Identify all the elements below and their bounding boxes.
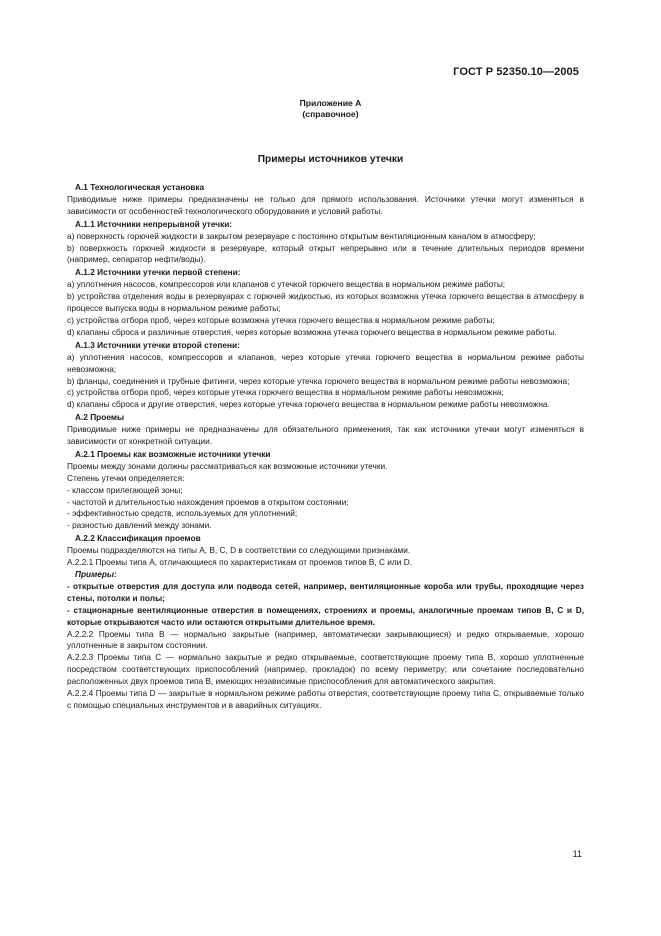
section-heading: А.1.1 Источники непрерывной утечки: xyxy=(75,218,233,229)
paragraph: - открытые отверстия для доступа или подвода сетей, например, вентиляционные короба или трубы, проходящие через стены, потолки и полы; xyxy=(67,580,584,603)
paragraph: b) устройства отделения воды в резервуарах с горючей жидкостью, из которых возможна утечка горючего вещества в атмосферу в процессе выпуска воды в нормальном режиме работы; xyxy=(67,291,584,314)
paragraph: Проемы между зонами должны рассматриваться как возможные источники утечки. xyxy=(67,460,388,471)
page-number: 11 xyxy=(572,849,582,859)
paragraph: Степень утечки определяется: xyxy=(67,472,185,483)
paragraph: b) фланцы, соединения и трубные фитинги, через которые утечка горючего вещества в нормальном режиме работы невозможна; xyxy=(67,375,570,386)
paragraph: а) уплотнения насосов, компрессоров или клапанов с утечкой горючего вещества в нормальном режиме работы; xyxy=(67,279,506,290)
section-heading: А.1 Технологическая установка xyxy=(75,182,205,192)
section-heading: А.2 Проемы xyxy=(75,412,125,423)
paragraph: d) клапаны сброса и другие отверстия, через которые утечка горючего вещества в нормальном режиме работы невозможна. xyxy=(67,399,550,410)
paragraph: Приводимые ниже примеры предназначены не только для прямого использования. Источники утечки могут изменяться в зависимости от особенностей технологического оборудования и условий работы. xyxy=(67,193,584,216)
paragraph: - стационарные вентиляционные отверстия в помещениях, строениях и проемы, аналогичные проемам типов В, С и D, которые открываются часто или остаются открытыми длительное время. xyxy=(67,604,584,627)
paragraph: А.2.2.2 Проемы типа В — нормально закрытые (например, автоматически закрывающиеся) и редко открываемые, хорошо уплотненные в закрытом состоянии. xyxy=(67,628,584,651)
paragraph: А.2.2.3 Проемы типа С — нормально закрытые и редко открываемые, соответствующие проему типа В, хорошо уплотненные посредством соответствующих приспособлений (например, прокладок) по всему периметру; или сочетание последовательно расположенных двух проемов типа В, имеющих независимые приспособления для автоматического закрытия. xyxy=(67,652,584,687)
paragraph: А.2.2.4 Проемы типа D — закрытые в нормальном режиме работы отверстия, соответствующие проему типа С, открываемые только с помощью специальных инструментов и в аварийных ситуациях. xyxy=(67,688,584,710)
paragraph: с) устройства отбора проб, через которые утечка горючего вещества в нормальном режиме работы невозможна; xyxy=(67,387,504,398)
section-heading: А.1.3 Источники утечки второй степени: xyxy=(75,339,240,350)
section-heading: А.2.1 Проемы как возможные источники утечки xyxy=(75,448,271,459)
paragraph: А.2.2.1 Проемы типа А, отличающиеся по характеристикам от проемов типов В, С или D. xyxy=(67,557,413,568)
paragraph: - частотой и длительностью нахождения проемов в открытом состоянии; xyxy=(67,496,349,507)
paragraph: Приводимые ниже примеры не предназначены для обязательного применения, так как источники утечки могут изменяться в зависимости от конкретной ситуации. xyxy=(67,424,584,447)
section-heading: А.2.2 Классификация проемов xyxy=(75,533,201,544)
paragraph: d) клапаны сброса и различные отверстия, через которые возможна утечка горючего вещества в нормальном режиме работы. xyxy=(67,326,557,337)
paragraph: а) уплотнения насосов, компрессоров и клапанов, через которые утечка горючего вещества в нормальном режиме работы невозможна; xyxy=(67,351,584,374)
body-text xyxy=(67,181,584,712)
annex-subtitle: (справочное) xyxy=(302,109,359,119)
section-title: Примеры источников утечки xyxy=(257,154,404,165)
paragraph: - эффективностью средств, используемых для уплотнений; xyxy=(67,508,298,519)
paragraph: - разностью давлений между зонами. xyxy=(67,520,212,531)
annex-heading xyxy=(0,98,661,120)
paragraph: b) поверхность горючей жидкости в резервуаре, который открыт непрерывно или в течение длительных периодов времени (например, сепаратор нефти/воды). xyxy=(67,242,584,265)
paragraph: с) устройства отбора проб, через которые возможна утечка горючего вещества в нормальном режиме работы; xyxy=(67,314,495,325)
examples-label: Примеры: xyxy=(75,569,117,579)
annex-title: Приложение А xyxy=(299,98,362,108)
paragraph: Проемы подразделяются на типы А, В, С, D в соответствии со следующими признаками. xyxy=(67,545,411,556)
paragraph: а) поверхность горючей жидкости в закрытом резервуаре с постоянно открытым вентиляционным каналом в атмосферу; xyxy=(67,230,536,241)
section-heading: А.1.2 Источники утечки первой степени: xyxy=(75,267,241,278)
document-code: ГОСТ Р 52350.10—2005 xyxy=(453,66,579,78)
paragraph: - классом прилегающей зоны; xyxy=(67,484,183,495)
